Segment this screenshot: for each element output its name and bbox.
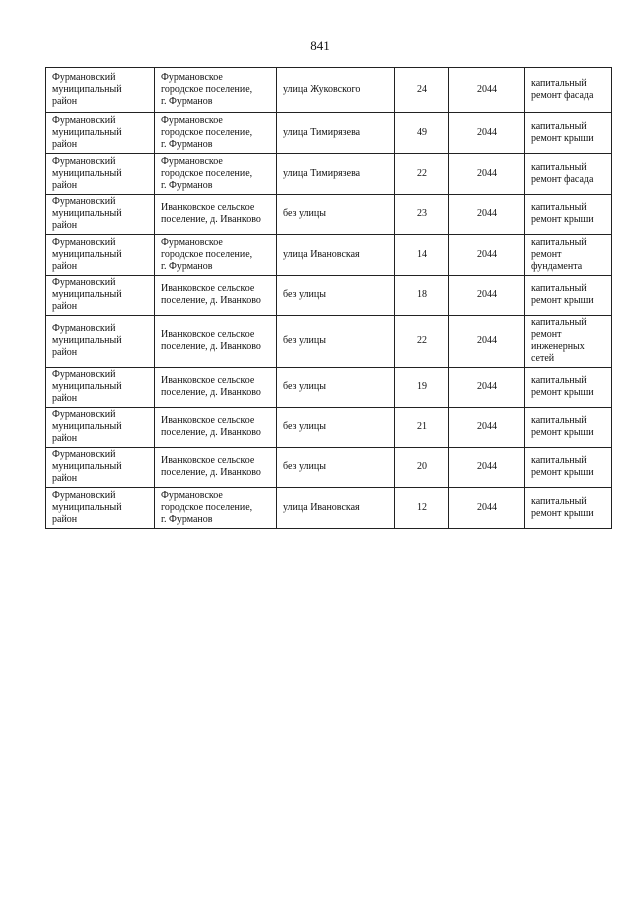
district-cell — [46, 316, 155, 368]
settlement-cell-line: Фурмановское — [161, 155, 223, 167]
work-type-cell-line: инженерных — [531, 341, 585, 352]
table-row — [46, 448, 612, 488]
settlement-cell-line: городское поселение, — [161, 83, 253, 95]
settlement-cell-line: городское поселение, — [161, 248, 253, 260]
district-cell — [46, 235, 155, 276]
settlement-cell — [155, 448, 277, 488]
year-cell: 2044 — [449, 488, 525, 529]
year-cell: 2044 — [449, 408, 525, 448]
district-cell-line: муниципальный — [52, 167, 122, 179]
table-row — [46, 368, 612, 408]
street-cell: без улицы — [277, 448, 395, 488]
house-number-cell: 14 — [395, 235, 449, 276]
district-cell-line: Фурмановский — [52, 114, 116, 126]
work-type-cell-line: ремонт крыши — [531, 295, 594, 306]
district-cell-line: Фурмановский — [52, 277, 116, 288]
settlement-cell-line: Фурмановское — [161, 114, 223, 126]
work-type-cell — [525, 154, 612, 195]
district-cell-line: район — [52, 138, 78, 150]
street-cell: без улицы — [277, 195, 395, 235]
work-type-cell — [525, 448, 612, 488]
house-number-cell: 23 — [395, 195, 449, 235]
settlement-cell — [155, 195, 277, 235]
district-cell-line: район — [52, 260, 78, 272]
year-cell: 2044 — [449, 154, 525, 195]
settlement-cell-line: городское поселение, — [161, 126, 253, 138]
work-type-cell-line: капитальный — [531, 202, 587, 213]
district-cell-line: муниципальный — [52, 208, 122, 219]
settlement-cell — [155, 488, 277, 529]
street-cell: без улицы — [277, 276, 395, 316]
work-type-cell-line: капитальный — [531, 415, 587, 426]
house-number-cell: 22 — [395, 316, 449, 368]
work-type-cell-line: ремонт крыши — [531, 427, 594, 438]
year-cell: 2044 — [449, 235, 525, 276]
settlement-cell-line: Иванковское сельское — [161, 375, 255, 386]
work-type-cell — [525, 195, 612, 235]
work-type-cell-line: капитальный — [531, 161, 587, 173]
work-type-cell-line: ремонт крыши — [531, 387, 594, 398]
settlement-cell-line: городское поселение, — [161, 167, 253, 179]
work-type-cell-line: ремонт фасада — [531, 173, 594, 185]
district-cell-line: муниципальный — [52, 501, 122, 513]
street-cell: без улицы — [277, 368, 395, 408]
table-row — [46, 488, 612, 529]
work-type-cell-line: сетей — [531, 353, 555, 364]
work-type-cell-line: ремонт крыши — [531, 507, 594, 519]
settlement-cell — [155, 113, 277, 154]
work-type-cell-line: капитальный — [531, 375, 587, 386]
settlement-cell-line: поселение, д. Иванково — [161, 341, 261, 352]
district-cell-line: район — [52, 433, 78, 444]
house-number-cell: 24 — [395, 68, 449, 113]
table-body — [46, 68, 612, 529]
house-number-cell: 20 — [395, 448, 449, 488]
settlement-cell-line: г. Фурманов — [161, 513, 213, 525]
district-cell-line: Фурмановский — [52, 196, 116, 207]
year-cell: 2044 — [449, 68, 525, 113]
settlement-cell-line: Иванковское сельское — [161, 329, 255, 340]
district-cell — [46, 113, 155, 154]
district-cell-line: муниципальный — [52, 248, 122, 260]
work-type-cell-line: капитальный — [531, 236, 587, 248]
district-cell-line: Фурмановский — [52, 449, 116, 460]
settlement-cell-line: Фурмановское — [161, 489, 223, 501]
work-type-cell — [525, 488, 612, 529]
settlement-cell — [155, 235, 277, 276]
settlement-cell-line: поселение, д. Иванково — [161, 467, 261, 478]
settlement-cell — [155, 408, 277, 448]
district-cell-line: Фурмановский — [52, 236, 116, 248]
year-cell: 2044 — [449, 195, 525, 235]
year-cell: 2044 — [449, 113, 525, 154]
work-type-cell — [525, 276, 612, 316]
settlement-cell-line: Фурмановское — [161, 71, 223, 83]
settlement-cell — [155, 316, 277, 368]
table-row — [46, 316, 612, 368]
settlement-cell-line: поселение, д. Иванково — [161, 427, 261, 438]
district-cell-line: район — [52, 220, 78, 231]
settlement-cell-line: г. Фурманов — [161, 179, 213, 191]
settlement-cell-line: Иванковское сельское — [161, 415, 255, 426]
settlement-cell-line: поселение, д. Иванково — [161, 214, 261, 225]
district-cell-line: район — [52, 513, 78, 525]
year-cell: 2044 — [449, 448, 525, 488]
district-cell-line: муниципальный — [52, 289, 122, 300]
house-number-cell: 12 — [395, 488, 449, 529]
district-cell — [46, 448, 155, 488]
district-cell-line: Фурмановский — [52, 489, 116, 501]
settlement-cell — [155, 154, 277, 195]
work-type-cell-line: капитальный — [531, 283, 587, 294]
district-cell-line: район — [52, 347, 78, 358]
work-type-cell-line: ремонт — [531, 329, 562, 340]
work-type-cell — [525, 68, 612, 113]
work-type-cell-line: капитальный — [531, 77, 587, 89]
street-cell: улица Тимирязева — [277, 154, 395, 195]
house-number-cell: 18 — [395, 276, 449, 316]
settlement-cell-line: Фурмановское — [161, 236, 223, 248]
table-row — [46, 154, 612, 195]
work-type-cell — [525, 316, 612, 368]
district-cell-line: муниципальный — [52, 421, 122, 432]
work-type-cell — [525, 235, 612, 276]
district-cell — [46, 488, 155, 529]
table-row — [46, 276, 612, 316]
street-cell: улица Тимирязева — [277, 113, 395, 154]
district-cell-line: муниципальный — [52, 83, 122, 95]
work-type-cell-line: ремонт крыши — [531, 467, 594, 478]
district-cell-line: муниципальный — [52, 335, 122, 346]
district-cell-line: район — [52, 95, 78, 107]
district-cell-line: район — [52, 473, 78, 484]
settlement-cell-line: Иванковское сельское — [161, 283, 255, 294]
year-cell: 2044 — [449, 316, 525, 368]
page-number: 841 — [310, 38, 330, 53]
work-type-cell — [525, 113, 612, 154]
settlement-cell — [155, 368, 277, 408]
district-cell — [46, 195, 155, 235]
district-cell-line: Фурмановский — [52, 71, 116, 83]
settlement-cell-line: г. Фурманов — [161, 138, 213, 150]
repair-schedule-table — [45, 67, 612, 529]
street-cell: без улицы — [277, 316, 395, 368]
settlement-cell-line: городское поселение, — [161, 501, 253, 513]
year-cell: 2044 — [449, 368, 525, 408]
street-cell: улица Жуковского — [277, 68, 395, 113]
settlement-cell-line: г. Фурманов — [161, 260, 213, 272]
district-cell — [46, 68, 155, 113]
district-cell-line: Фурмановский — [52, 323, 116, 334]
work-type-cell-line: фундамента — [531, 260, 583, 272]
district-cell-line: район — [52, 179, 78, 191]
work-type-cell-line: ремонт крыши — [531, 214, 594, 225]
district-cell — [46, 276, 155, 316]
house-number-cell: 49 — [395, 113, 449, 154]
settlement-cell-line: поселение, д. Иванково — [161, 295, 261, 306]
settlement-cell-line: поселение, д. Иванково — [161, 387, 261, 398]
work-type-cell-line: капитальный — [531, 495, 587, 507]
district-cell-line: муниципальный — [52, 126, 122, 138]
district-cell — [46, 408, 155, 448]
street-cell: улица Ивановская — [277, 488, 395, 529]
work-type-cell-line: ремонт фасада — [531, 89, 594, 101]
table-row — [46, 195, 612, 235]
district-cell-line: Фурмановский — [52, 369, 116, 380]
work-type-cell — [525, 368, 612, 408]
settlement-cell — [155, 276, 277, 316]
district-cell-line: район — [52, 301, 78, 312]
district-cell-line: муниципальный — [52, 461, 122, 472]
work-type-cell-line: ремонт — [531, 248, 562, 260]
work-type-cell-line: капитальный — [531, 120, 587, 132]
district-cell-line: район — [52, 393, 78, 404]
house-number-cell: 19 — [395, 368, 449, 408]
table-row — [46, 408, 612, 448]
street-cell: без улицы — [277, 408, 395, 448]
settlement-cell-line: г. Фурманов — [161, 95, 213, 107]
street-cell: улица Ивановская — [277, 235, 395, 276]
year-cell: 2044 — [449, 276, 525, 316]
settlement-cell-line: Иванковское сельское — [161, 455, 255, 466]
district-cell-line: муниципальный — [52, 381, 122, 392]
work-type-cell — [525, 408, 612, 448]
house-number-cell: 22 — [395, 154, 449, 195]
district-cell — [46, 368, 155, 408]
work-type-cell-line: капитальный — [531, 455, 587, 466]
table-row — [46, 113, 612, 154]
table-row — [46, 235, 612, 276]
district-cell-line: Фурмановский — [52, 155, 116, 167]
work-type-cell-line: ремонт крыши — [531, 132, 594, 144]
settlement-cell — [155, 68, 277, 113]
district-cell-line: Фурмановский — [52, 409, 116, 420]
house-number-cell: 21 — [395, 408, 449, 448]
work-type-cell-line: капитальный — [531, 317, 587, 328]
district-cell — [46, 154, 155, 195]
settlement-cell-line: Иванковское сельское — [161, 202, 255, 213]
table-row — [46, 68, 612, 113]
